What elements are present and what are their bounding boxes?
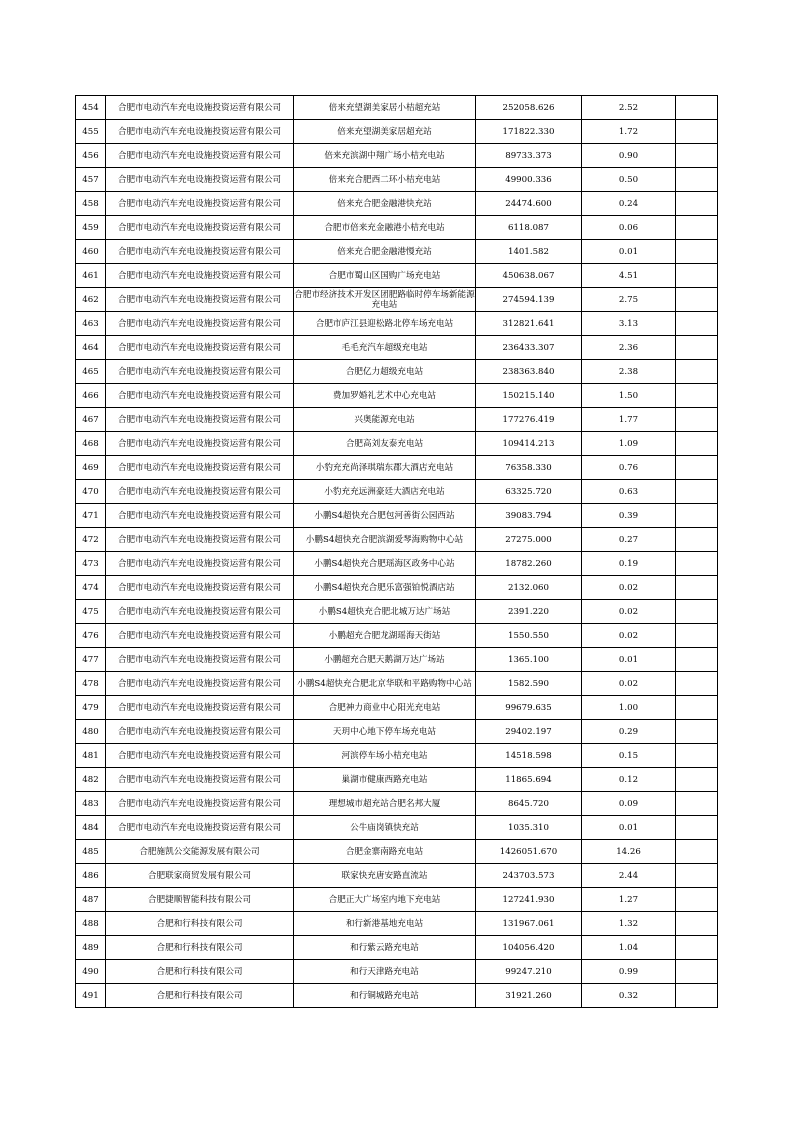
company-name-cell: 合肥和行科技有限公司 (106, 984, 294, 1008)
row-number-cell: 464 (76, 336, 106, 360)
row-number-cell: 456 (76, 144, 106, 168)
charging-amount-cell: 312821.641 (476, 312, 582, 336)
row-number-cell: 480 (76, 720, 106, 744)
charging-amount-cell: 29402.197 (476, 720, 582, 744)
percentage-cell: 0.63 (582, 480, 676, 504)
table-row (76, 384, 718, 408)
charging-amount-cell: 49900.336 (476, 168, 582, 192)
station-name-cell: 和行铜城路充电站 (294, 984, 476, 1008)
table-row (76, 240, 718, 264)
table-row (76, 216, 718, 240)
charging-amount-cell: 1426051.670 (476, 840, 582, 864)
company-name-cell: 合肥市电动汽车充电设施投资运营有限公司 (106, 648, 294, 672)
company-name-cell: 合肥市电动汽车充电设施投资运营有限公司 (106, 576, 294, 600)
charging-amount-cell: 131967.061 (476, 912, 582, 936)
percentage-cell: 0.02 (582, 624, 676, 648)
row-number-cell: 489 (76, 936, 106, 960)
station-name-cell: 合肥金寨南路充电站 (294, 840, 476, 864)
percentage-cell: 1.00 (582, 696, 676, 720)
remarks-cell (676, 576, 718, 600)
station-name-cell: 倍来充合肥西二环小桔充电站 (294, 168, 476, 192)
remarks-cell (676, 144, 718, 168)
percentage-cell: 1.27 (582, 888, 676, 912)
row-number-cell: 478 (76, 672, 106, 696)
percentage-cell: 2.75 (582, 288, 676, 312)
row-number-cell: 459 (76, 216, 106, 240)
company-name-cell: 合肥和行科技有限公司 (106, 912, 294, 936)
charging-amount-cell: 99247.210 (476, 960, 582, 984)
station-name-cell: 河滨停车场小桔充电站 (294, 744, 476, 768)
station-name-cell: 联家快充唐安路直流站 (294, 864, 476, 888)
remarks-cell (676, 768, 718, 792)
charging-amount-cell: 63325.720 (476, 480, 582, 504)
row-number-cell: 461 (76, 264, 106, 288)
table-row (76, 816, 718, 840)
percentage-cell: 0.01 (582, 816, 676, 840)
remarks-cell (676, 984, 718, 1008)
table-row (76, 264, 718, 288)
percentage-cell: 0.02 (582, 600, 676, 624)
remarks-cell (676, 480, 718, 504)
row-number-cell: 476 (76, 624, 106, 648)
table-row (76, 624, 718, 648)
station-name-cell: 合肥正大广场室内地下充电站 (294, 888, 476, 912)
remarks-cell (676, 744, 718, 768)
row-number-cell: 477 (76, 648, 106, 672)
remarks-cell (676, 384, 718, 408)
table-row (76, 168, 718, 192)
table-row (76, 600, 718, 624)
station-name-cell: 合肥亿力超级充电站 (294, 360, 476, 384)
remarks-cell (676, 216, 718, 240)
company-name-cell: 合肥市电动汽车充电设施投资运营有限公司 (106, 600, 294, 624)
remarks-cell (676, 360, 718, 384)
station-name-cell: 合肥市蜀山区国购广场充电站 (294, 264, 476, 288)
charging-amount-cell: 24474.600 (476, 192, 582, 216)
table-row (76, 408, 718, 432)
remarks-cell (676, 264, 718, 288)
table-row (76, 144, 718, 168)
percentage-cell: 1.77 (582, 408, 676, 432)
remarks-cell (676, 864, 718, 888)
remarks-cell (676, 936, 718, 960)
table-row (76, 792, 718, 816)
table-row (76, 672, 718, 696)
station-name-cell: 费加罗婚礼艺术中心充电站 (294, 384, 476, 408)
table-row (76, 96, 718, 120)
remarks-cell (676, 408, 718, 432)
company-name-cell: 合肥市电动汽车充电设施投资运营有限公司 (106, 216, 294, 240)
row-number-cell: 485 (76, 840, 106, 864)
row-number-cell: 469 (76, 456, 106, 480)
company-name-cell: 合肥市电动汽车充电设施投资运营有限公司 (106, 672, 294, 696)
company-name-cell: 合肥市电动汽车充电设施投资运营有限公司 (106, 792, 294, 816)
table-row (76, 504, 718, 528)
row-number-cell: 486 (76, 864, 106, 888)
remarks-cell (676, 456, 718, 480)
remarks-cell (676, 504, 718, 528)
charging-amount-cell: 2132.060 (476, 576, 582, 600)
charging-amount-cell: 11865.694 (476, 768, 582, 792)
percentage-cell: 2.52 (582, 96, 676, 120)
percentage-cell: 0.39 (582, 504, 676, 528)
row-number-cell: 458 (76, 192, 106, 216)
row-number-cell: 463 (76, 312, 106, 336)
charging-amount-cell: 1365.100 (476, 648, 582, 672)
charging-amount-cell: 104056.420 (476, 936, 582, 960)
row-number-cell: 457 (76, 168, 106, 192)
table-body (76, 96, 718, 1008)
company-name-cell: 合肥市电动汽车充电设施投资运营有限公司 (106, 144, 294, 168)
table-row (76, 936, 718, 960)
charging-amount-cell: 450638.067 (476, 264, 582, 288)
table-row (76, 120, 718, 144)
company-name-cell: 合肥市电动汽车充电设施投资运营有限公司 (106, 480, 294, 504)
row-number-cell: 462 (76, 288, 106, 312)
table-row (76, 840, 718, 864)
charging-amount-cell: 127241.930 (476, 888, 582, 912)
percentage-cell: 0.50 (582, 168, 676, 192)
charging-amount-cell: 238363.840 (476, 360, 582, 384)
percentage-cell: 0.09 (582, 792, 676, 816)
row-number-cell: 474 (76, 576, 106, 600)
remarks-cell (676, 792, 718, 816)
row-number-cell: 470 (76, 480, 106, 504)
table-row (76, 648, 718, 672)
remarks-cell (676, 552, 718, 576)
company-name-cell: 合肥捷顺智能科技有限公司 (106, 888, 294, 912)
station-name-cell: 合肥市庐江县迎松路北停车场充电站 (294, 312, 476, 336)
charging-amount-cell: 252058.626 (476, 96, 582, 120)
percentage-cell: 0.02 (582, 672, 676, 696)
remarks-cell (676, 888, 718, 912)
percentage-cell: 1.04 (582, 936, 676, 960)
charging-amount-cell: 76358.330 (476, 456, 582, 480)
station-name-cell: 小鹏S4超快充合肥北城万达广场站 (294, 600, 476, 624)
percentage-cell: 1.50 (582, 384, 676, 408)
table-row (76, 960, 718, 984)
station-name-cell: 小鹏超充合肥龙湖瑶海天街站 (294, 624, 476, 648)
percentage-cell: 0.15 (582, 744, 676, 768)
remarks-cell (676, 336, 718, 360)
charging-amount-cell: 99679.635 (476, 696, 582, 720)
charging-amount-cell: 243703.573 (476, 864, 582, 888)
percentage-cell: 0.06 (582, 216, 676, 240)
charging-amount-cell: 1550.550 (476, 624, 582, 648)
row-number-cell: 484 (76, 816, 106, 840)
row-number-cell: 466 (76, 384, 106, 408)
station-name-cell: 天玥中心地下停车场充电站 (294, 720, 476, 744)
table-row (76, 768, 718, 792)
station-name-cell: 合肥市倍来充金融港小桔充电站 (294, 216, 476, 240)
row-number-cell: 467 (76, 408, 106, 432)
remarks-cell (676, 432, 718, 456)
table-row (76, 288, 718, 312)
row-number-cell: 488 (76, 912, 106, 936)
charging-amount-cell: 14518.598 (476, 744, 582, 768)
station-name-cell: 毛毛充汽车超级充电站 (294, 336, 476, 360)
company-name-cell: 合肥联家商贸发展有限公司 (106, 864, 294, 888)
remarks-cell (676, 192, 718, 216)
company-name-cell: 合肥市电动汽车充电设施投资运营有限公司 (106, 528, 294, 552)
station-name-cell: 公牛庙岗镇快充站 (294, 816, 476, 840)
remarks-cell (676, 912, 718, 936)
row-number-cell: 460 (76, 240, 106, 264)
station-name-cell: 小鹏S4超快充合肥乐富强铂悦酒店站 (294, 576, 476, 600)
company-name-cell: 合肥施凯公交能源发展有限公司 (106, 840, 294, 864)
charging-amount-cell: 2391.220 (476, 600, 582, 624)
station-name-cell: 小鹏S4超快充合肥包河善街公园西站 (294, 504, 476, 528)
charging-amount-cell: 89733.373 (476, 144, 582, 168)
company-name-cell: 合肥市电动汽车充电设施投资运营有限公司 (106, 336, 294, 360)
remarks-cell (676, 120, 718, 144)
charging-amount-cell: 274594.139 (476, 288, 582, 312)
table-row (76, 888, 718, 912)
percentage-cell: 2.38 (582, 360, 676, 384)
percentage-cell: 0.29 (582, 720, 676, 744)
row-number-cell: 481 (76, 744, 106, 768)
company-name-cell: 合肥市电动汽车充电设施投资运营有限公司 (106, 432, 294, 456)
row-number-cell: 475 (76, 600, 106, 624)
company-name-cell: 合肥和行科技有限公司 (106, 936, 294, 960)
remarks-cell (676, 720, 718, 744)
percentage-cell: 14.26 (582, 840, 676, 864)
percentage-cell: 0.99 (582, 960, 676, 984)
station-name-cell: 倍来充合肥金融港慢充站 (294, 240, 476, 264)
station-name-cell: 和行天津路充电站 (294, 960, 476, 984)
charging-amount-cell: 39083.794 (476, 504, 582, 528)
company-name-cell: 合肥市电动汽车充电设施投资运营有限公司 (106, 312, 294, 336)
remarks-cell (676, 648, 718, 672)
company-name-cell: 合肥市电动汽车充电设施投资运营有限公司 (106, 120, 294, 144)
table-row (76, 192, 718, 216)
company-name-cell: 合肥市电动汽车充电设施投资运营有限公司 (106, 192, 294, 216)
percentage-cell: 2.44 (582, 864, 676, 888)
company-name-cell: 合肥市电动汽车充电设施投资运营有限公司 (106, 816, 294, 840)
station-name-cell: 小鹏超充合肥天鹅湖万达广场站 (294, 648, 476, 672)
row-number-cell: 465 (76, 360, 106, 384)
table-row (76, 528, 718, 552)
company-name-cell: 合肥市电动汽车充电设施投资运营有限公司 (106, 264, 294, 288)
percentage-cell: 1.32 (582, 912, 676, 936)
row-number-cell: 454 (76, 96, 106, 120)
company-name-cell: 合肥市电动汽车充电设施投资运营有限公司 (106, 768, 294, 792)
remarks-cell (676, 168, 718, 192)
row-number-cell: 482 (76, 768, 106, 792)
charging-amount-cell: 236433.307 (476, 336, 582, 360)
percentage-cell: 1.72 (582, 120, 676, 144)
remarks-cell (676, 312, 718, 336)
table-row (76, 744, 718, 768)
table-row (76, 360, 718, 384)
station-name-cell: 巢湖市健康西路充电站 (294, 768, 476, 792)
charging-amount-cell: 150215.140 (476, 384, 582, 408)
remarks-cell (676, 624, 718, 648)
company-name-cell: 合肥市电动汽车充电设施投资运营有限公司 (106, 168, 294, 192)
company-name-cell: 合肥市电动汽车充电设施投资运营有限公司 (106, 360, 294, 384)
percentage-cell: 0.01 (582, 648, 676, 672)
station-name-cell: 小豹充充远洲豪廷大酒店充电站 (294, 480, 476, 504)
remarks-cell (676, 528, 718, 552)
percentage-cell: 3.13 (582, 312, 676, 336)
company-name-cell: 合肥市电动汽车充电设施投资运营有限公司 (106, 720, 294, 744)
charging-amount-cell: 6118.087 (476, 216, 582, 240)
table-row (76, 336, 718, 360)
row-number-cell: 455 (76, 120, 106, 144)
remarks-cell (676, 600, 718, 624)
percentage-cell: 0.02 (582, 576, 676, 600)
remarks-cell (676, 672, 718, 696)
station-name-cell: 合肥高刘友泰充电站 (294, 432, 476, 456)
charging-station-table (75, 95, 718, 1008)
company-name-cell: 合肥市电动汽车充电设施投资运营有限公司 (106, 624, 294, 648)
percentage-cell: 0.12 (582, 768, 676, 792)
row-number-cell: 472 (76, 528, 106, 552)
station-name-cell: 理想城市超充站合肥名邦大厦 (294, 792, 476, 816)
percentage-cell: 4.51 (582, 264, 676, 288)
station-name-cell: 倍来充滨湖中翔广场小桔充电站 (294, 144, 476, 168)
company-name-cell: 合肥市电动汽车充电设施投资运营有限公司 (106, 456, 294, 480)
table-row (76, 984, 718, 1008)
table-row (76, 552, 718, 576)
row-number-cell: 471 (76, 504, 106, 528)
remarks-cell (676, 840, 718, 864)
station-name-cell: 小鹏S4超快充合肥北京华联和平路购物中心站 (294, 672, 476, 696)
charging-amount-cell: 18782.260 (476, 552, 582, 576)
remarks-cell (676, 240, 718, 264)
percentage-cell: 0.90 (582, 144, 676, 168)
table-row (76, 720, 718, 744)
charging-amount-cell: 1035.310 (476, 816, 582, 840)
remarks-cell (676, 96, 718, 120)
station-name-cell: 倍来充合肥金融港快充站 (294, 192, 476, 216)
percentage-cell: 1.09 (582, 432, 676, 456)
station-name-cell: 小鹏S4超快充合肥瑶海区政务中心站 (294, 552, 476, 576)
row-number-cell: 490 (76, 960, 106, 984)
company-name-cell: 合肥市电动汽车充电设施投资运营有限公司 (106, 696, 294, 720)
company-name-cell: 合肥和行科技有限公司 (106, 960, 294, 984)
station-name-cell: 和行紫云路充电站 (294, 936, 476, 960)
table-row (76, 456, 718, 480)
company-name-cell: 合肥市电动汽车充电设施投资运营有限公司 (106, 384, 294, 408)
company-name-cell: 合肥市电动汽车充电设施投资运营有限公司 (106, 240, 294, 264)
station-name-cell: 和行新港基地充电站 (294, 912, 476, 936)
company-name-cell: 合肥市电动汽车充电设施投资运营有限公司 (106, 408, 294, 432)
company-name-cell: 合肥市电动汽车充电设施投资运营有限公司 (106, 96, 294, 120)
charging-amount-cell: 8645.720 (476, 792, 582, 816)
row-number-cell: 491 (76, 984, 106, 1008)
station-name-cell: 小鹏S4超快充合肥滨湖爱琴海购物中心站 (294, 528, 476, 552)
charging-amount-cell: 1401.582 (476, 240, 582, 264)
row-number-cell: 473 (76, 552, 106, 576)
percentage-cell: 0.27 (582, 528, 676, 552)
company-name-cell: 合肥市电动汽车充电设施投资运营有限公司 (106, 552, 294, 576)
percentage-cell: 0.01 (582, 240, 676, 264)
table-row (76, 912, 718, 936)
station-name-cell: 倍来充望湖美家居超充站 (294, 120, 476, 144)
charging-amount-cell: 1582.590 (476, 672, 582, 696)
percentage-cell: 0.76 (582, 456, 676, 480)
station-name-cell: 合肥神力商业中心阳光充电站 (294, 696, 476, 720)
charging-amount-cell: 171822.330 (476, 120, 582, 144)
remarks-cell (676, 696, 718, 720)
charging-amount-cell: 31921.260 (476, 984, 582, 1008)
percentage-cell: 0.32 (582, 984, 676, 1008)
table-row (76, 576, 718, 600)
table-row (76, 312, 718, 336)
charging-amount-cell: 27275.000 (476, 528, 582, 552)
percentage-cell: 2.36 (582, 336, 676, 360)
row-number-cell: 487 (76, 888, 106, 912)
table-row (76, 480, 718, 504)
percentage-cell: 0.24 (582, 192, 676, 216)
station-name-cell: 倍来充望湖美家居小桔超充站 (294, 96, 476, 120)
percentage-cell: 0.19 (582, 552, 676, 576)
row-number-cell: 468 (76, 432, 106, 456)
row-number-cell: 479 (76, 696, 106, 720)
table-row (76, 432, 718, 456)
company-name-cell: 合肥市电动汽车充电设施投资运营有限公司 (106, 504, 294, 528)
station-name-cell: 兴奥能源充电站 (294, 408, 476, 432)
row-number-cell: 483 (76, 792, 106, 816)
table-row (76, 864, 718, 888)
remarks-cell (676, 960, 718, 984)
charging-amount-cell: 177276.419 (476, 408, 582, 432)
company-name-cell: 合肥市电动汽车充电设施投资运营有限公司 (106, 288, 294, 312)
company-name-cell: 合肥市电动汽车充电设施投资运营有限公司 (106, 744, 294, 768)
charging-amount-cell: 109414.213 (476, 432, 582, 456)
station-name-cell: 合肥市经济技术开发区团肥路临时停车场新能源充电站 (294, 289, 475, 310)
station-name-cell: 小豹充充尚泽琪瑞东郡大酒店充电站 (294, 456, 476, 480)
table-row (76, 696, 718, 720)
remarks-cell (676, 288, 718, 312)
remarks-cell (676, 816, 718, 840)
